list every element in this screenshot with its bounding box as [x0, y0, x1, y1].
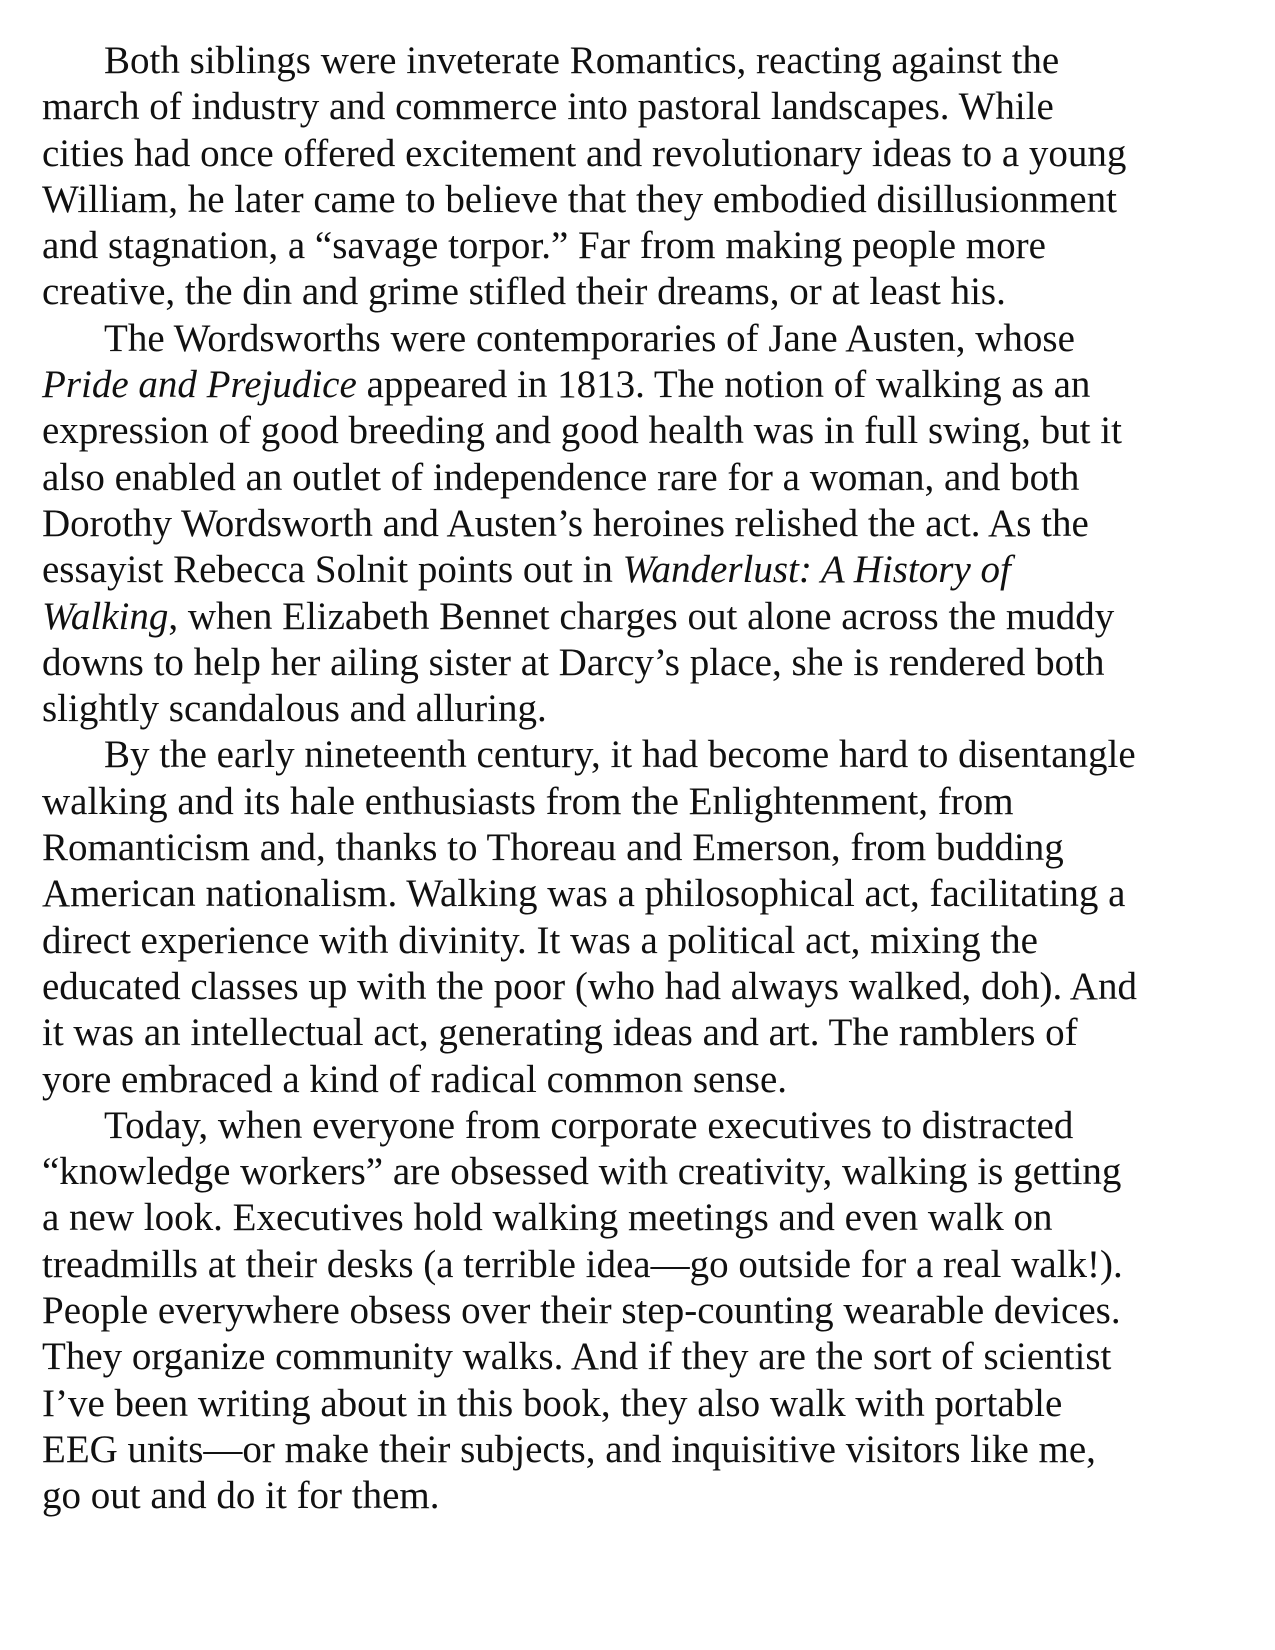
text-line: Dorothy Wordsworth and Austen’s heroines relished the act. As the	[42, 501, 1089, 545]
text-line: “knowledge workers” are obsessed with creativity, walking is getting	[42, 1150, 1122, 1194]
text-line: yore embraced a kind of radical common sense.	[42, 1057, 788, 1101]
paragraph-4	[42, 1103, 1222, 1520]
book-page	[42, 38, 1222, 1520]
text-line: Romanticism and, thanks to Thoreau and Emerson, from budding	[42, 826, 1064, 870]
text-line: slightly scandalous and alluring.	[42, 687, 547, 731]
text-run: appeared in 1813. The notion of walking as an	[356, 363, 1091, 407]
text-line	[42, 362, 1222, 408]
book-title-pride-and-prejudice: Pride and Prejudice	[42, 363, 357, 407]
text-line: go out and do it for them.	[42, 1474, 440, 1518]
text-line: They organize community walks. And if they are the sort of scientist	[42, 1335, 1112, 1379]
text-line: and stagnation, a “savage torpor.” Far from making people more	[42, 224, 1046, 268]
book-title-wanderlust-cont: Walking	[42, 594, 169, 638]
text-line: Today, when everyone from corporate executives to distracted	[104, 1103, 1074, 1147]
text-run: , when Elizabeth Bennet charges out alone across the muddy	[168, 594, 1115, 638]
text-line: American nationalism. Walking was a philosophical act, facilitating a	[42, 872, 1126, 916]
text-line: it was an intellectual act, generating ideas and art. The ramblers of	[42, 1011, 1078, 1055]
text-line: treadmills at their desks (a terrible idea—go outside for a real walk!).	[42, 1242, 1123, 1286]
text-line: EEG units—or make their subjects, and inquisitive visitors like me,	[42, 1427, 1096, 1471]
text-run: essayist Rebecca Solnit points out in	[42, 548, 623, 592]
book-title-wanderlust: Wanderlust: A History of	[622, 548, 1011, 592]
text-line: creative, the din and grime stifled their dreams, or at least his.	[42, 270, 1006, 314]
text-line: march of industry and commerce into pastoral landscapes. While	[42, 85, 1054, 129]
text-line: educated classes up with the poor (who had always walked, doh). And	[42, 964, 1137, 1008]
text-line: downs to help her ailing sister at Darcy’s place, she is rendered both	[42, 640, 1105, 684]
text-line: direct experience with divinity. It was a political act, mixing the	[42, 918, 1038, 962]
text-line: Both siblings were inveterate Romantics, reacting against the	[104, 39, 1060, 82]
text-line: By the early nineteenth century, it had become hard to disentangle	[104, 733, 1136, 777]
text-line: William, he later came to believe that they embodied disillusionment	[42, 177, 1117, 221]
text-line: walking and its hale enthusiasts from the Enlightenment, from	[42, 779, 1014, 823]
paragraph-1	[42, 38, 1222, 316]
text-line	[42, 594, 1222, 640]
text-line: The Wordsworths were contemporaries of Jane Austen, whose	[104, 316, 1075, 360]
paragraph-3	[42, 732, 1222, 1102]
text-line: a new look. Executives hold walking meetings and even walk on	[42, 1196, 1053, 1240]
text-line: I’ve been writing about in this book, they also walk with portable	[42, 1381, 1063, 1425]
text-line	[42, 547, 1222, 593]
text-line: also enabled an outlet of independence rare for a woman, and both	[42, 455, 1080, 499]
text-line: People everywhere obsess over their step-counting wearable devices.	[42, 1289, 1121, 1333]
text-line: expression of good breeding and good health was in full swing, but it	[42, 409, 1122, 453]
paragraph-2	[42, 316, 1222, 733]
text-line: cities had once offered excitement and revolutionary ideas to a young	[42, 131, 1127, 175]
